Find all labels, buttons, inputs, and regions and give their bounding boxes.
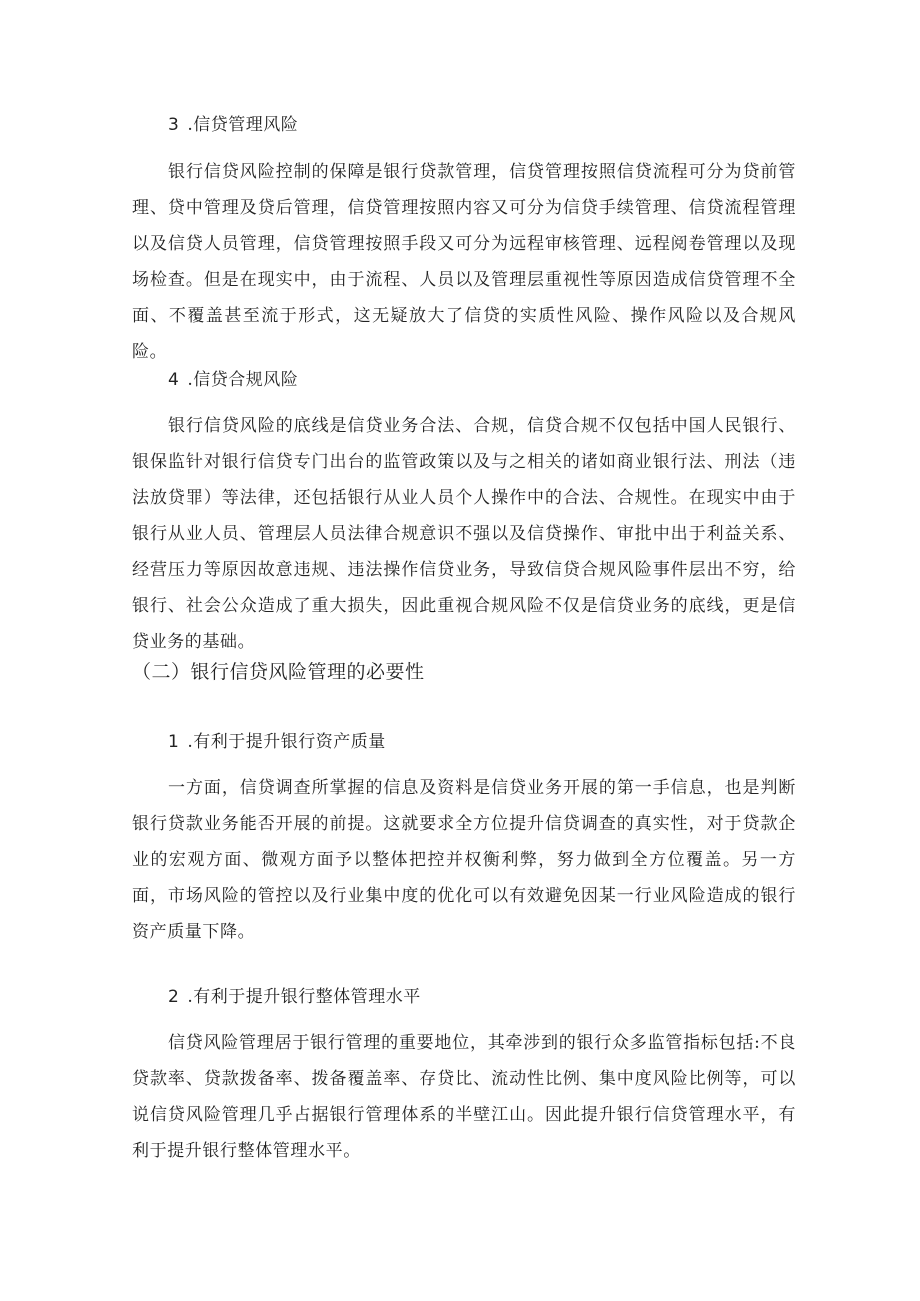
paragraph-overall-management: 信贷风险管理居于银行管理的重要地位，其牵涉到的银行众多监管指标包括:不良贷款率、贷款拨备率、拨备覆盖率、存贷比、流动性比例、集中度风险比例等，可以说信贷风险管理几乎占据银行管理体系的半壁江山。因此提升银行信贷管理水平，有利于提升银行整体管理水平。 <box>132 1033 796 1161</box>
paragraph-credit-management-risk: 银行信贷风险控制的保障是银行贷款管理，信贷管理按照信贷流程可分为贷前管理、贷中管理及贷后管理，信贷管理按照内容又可分为信贷手续管理、信贷流程管理以及信贷人员管理，信贷管理按照手段又可分为远程审核管理、远程阅卷管理以及现场检查。但是在现实中，由于流程、人员以及管理层重视性等原因造成信贷管理不全面、不覆盖甚至流于形式，这无疑放大了信贷的实质性风险、操作风险以及合规风险。 <box>132 162 796 362</box>
heading-number: 3 <box>168 115 180 135</box>
heading-text: .信贷合规风险 <box>187 370 299 390</box>
heading-number: 1 <box>168 732 180 752</box>
heading-number: 4 <box>168 370 180 390</box>
paragraph-credit-compliance-risk: 银行信贷风险的底线是信贷业务合法、合规，信贷合规不仅包括中国人民银行、银保监针对银行信贷专门出台的监管政策以及与之相关的诸如商业银行法、刑法（违法放贷罪）等法律，还包括银行从业人员个人操作中的合法、合规性。在现实中由于银行从业人员、管理层人员法律合规意识不强以及信贷操作、审批中出于利益关系、经营压力等原因故意违规、违法操作信贷业务，导致信贷合规风险事件层出不穷，给银行、社会公众造成了重大损失，因此重视合规风险不仅是信贷业务的底线，更是信贷业务的基础。 <box>132 416 796 652</box>
heading-credit-compliance-risk <box>168 365 298 390</box>
heading-overall-management <box>168 982 421 1007</box>
heading-text: .有利于提升银行资产质量 <box>187 732 386 752</box>
heading-asset-quality <box>168 727 386 752</box>
heading-credit-management-risk <box>168 110 298 135</box>
heading-text: .信贷管理风险 <box>187 115 299 135</box>
paragraph-asset-quality: 一方面，信贷调查所掌握的信息及资料是信贷业务开展的第一手信息，也是判断银行贷款业务能否开展的前提。这就要求全方位提升信贷调查的真实性，对于贷款企业的宏观方面、微观方面予以整体把控并权衡利弊，努力做到全方位覆盖。另一方面，市场风险的管控以及行业集中度的优化可以有效避免因某一行业风险造成的银行资产质量下降。 <box>132 778 796 942</box>
heading-number: 2 <box>168 987 180 1007</box>
heading-text: .有利于提升银行整体管理水平 <box>187 987 421 1007</box>
section-title: （二）银行信贷风险管理的必要性 <box>132 661 425 683</box>
